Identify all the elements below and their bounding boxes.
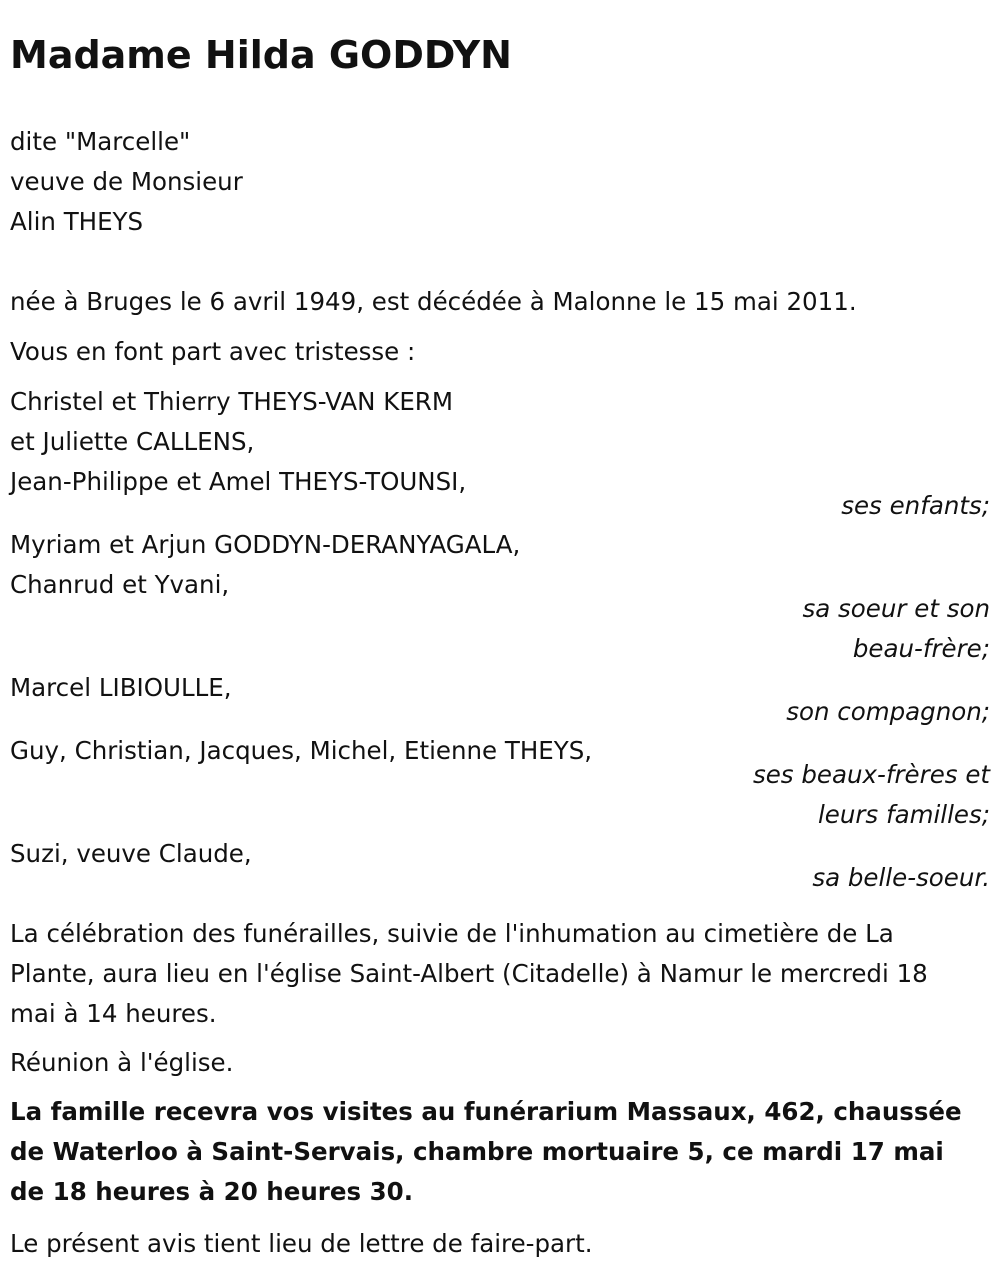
meeting-line: Réunion à l'église.: [10, 1048, 234, 1077]
sister-relation-2: beau-frère;: [852, 634, 990, 663]
brothers-in-law-line: Guy, Christian, Jacques, Michel, Etienne THEYS,: [10, 736, 593, 765]
sister-in-law-line: Suzi, veuve Claude,: [10, 839, 252, 868]
sister-relation-1: sa soeur et son: [802, 594, 990, 623]
children-line-1: Christel et Thierry THEYS-VAN KERM: [10, 387, 453, 416]
sister-line-2: Chanrud et Yvani,: [10, 570, 230, 599]
sister-in-law-relation: sa belle-soeur.: [812, 863, 990, 892]
children-line-2: et Juliette CALLENS,: [10, 427, 255, 456]
children-relation: ses enfants;: [841, 491, 990, 520]
brothers-in-law-relation-1: ses beaux-frères et: [752, 760, 990, 789]
children-line-3: Jean-Philippe et Amel THEYS-TOUNSI,: [10, 467, 467, 496]
husband-name-line: Alin THEYS: [10, 207, 144, 236]
birth-death-line: née à Bruges le 6 avril 1949, est décédée à Malonne le 15 mai 2011.: [10, 287, 857, 316]
companion-line: Marcel LIBIOULLE,: [10, 673, 232, 702]
deceased-name-title: Madame Hilda GODDYN: [10, 33, 512, 77]
sister-line-1: Myriam et Arjun GODDYN-DERANYAGALA,: [10, 530, 521, 559]
announce-line: Vous en font part avec tristesse :: [10, 337, 416, 366]
funeral-paragraph: La célébration des funérailles, suivie de l'inhumation au cimetière de La Plante, aura lieu en l'église Saint-Albert (Citadelle) à Namur le mercredi 18 mai à 14 heures.: [10, 919, 928, 1028]
nickname-line: dite "Marcelle": [10, 127, 191, 156]
visits-paragraph: La famille recevra vos visites au funérarium Massaux, 462, chaussée de Waterloo à Saint-Servais, chambre mortuaire 5, ce mardi 17 mai de 18 heures à 20 heures 30.: [10, 1097, 962, 1206]
widow-line: veuve de Monsieur: [10, 167, 243, 196]
companion-relation: son compagnon;: [786, 697, 990, 726]
closing-line: Le présent avis tient lieu de lettre de faire-part.: [10, 1229, 593, 1258]
brothers-in-law-relation-2: leurs familles;: [817, 800, 990, 829]
